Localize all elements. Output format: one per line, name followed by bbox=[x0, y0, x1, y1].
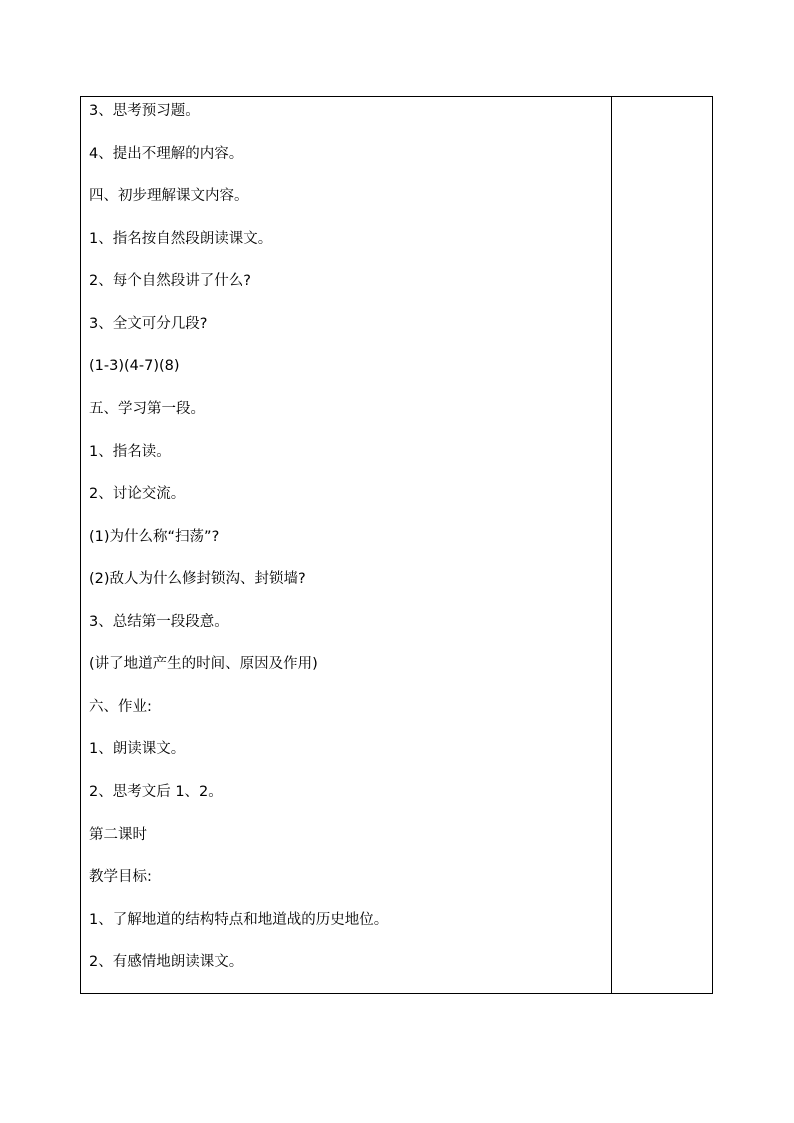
text-line: 2、讨论交流。 bbox=[89, 486, 186, 502]
text-line: (讲了地道产生的时间、原因及作用) bbox=[89, 656, 318, 672]
text-line: (2)敌人为什么修封锁沟、封锁墙? bbox=[89, 571, 306, 587]
notes-cell bbox=[612, 97, 712, 993]
lesson-plan-table bbox=[80, 96, 713, 994]
section-heading: 四、初步理解课文内容。 bbox=[89, 188, 249, 204]
text-line: 1、指名读。 bbox=[89, 444, 171, 460]
section-heading: 五、学习第一段。 bbox=[89, 401, 205, 417]
text-line: 2、每个自然段讲了什么? bbox=[89, 273, 251, 289]
text-line: 1、朗读课文。 bbox=[89, 741, 186, 757]
text-line: 3、总结第一段段意。 bbox=[89, 614, 229, 630]
text-line: 4、提出不理解的内容。 bbox=[89, 146, 244, 162]
text-line: (1-3)(4-7)(8) bbox=[89, 358, 180, 374]
text-line: 3、思考预习题。 bbox=[89, 103, 200, 119]
text-line: 2、有感情地朗读课文。 bbox=[89, 954, 244, 970]
lesson-period-title: 第二课时 bbox=[89, 827, 147, 843]
text-line: (1)为什么称“扫荡”? bbox=[89, 529, 220, 545]
text-line: 1、指名按自然段朗读课文。 bbox=[89, 231, 273, 247]
text-line: 3、全文可分几段? bbox=[89, 316, 208, 332]
lesson-content-cell bbox=[81, 97, 611, 993]
text-line: 2、思考文后 1、2。 bbox=[89, 784, 223, 800]
section-heading: 六、作业: bbox=[89, 699, 152, 715]
text-line: 1、了解地道的结构特点和地道战的历史地位。 bbox=[89, 912, 389, 928]
section-heading: 教学目标: bbox=[89, 869, 152, 885]
